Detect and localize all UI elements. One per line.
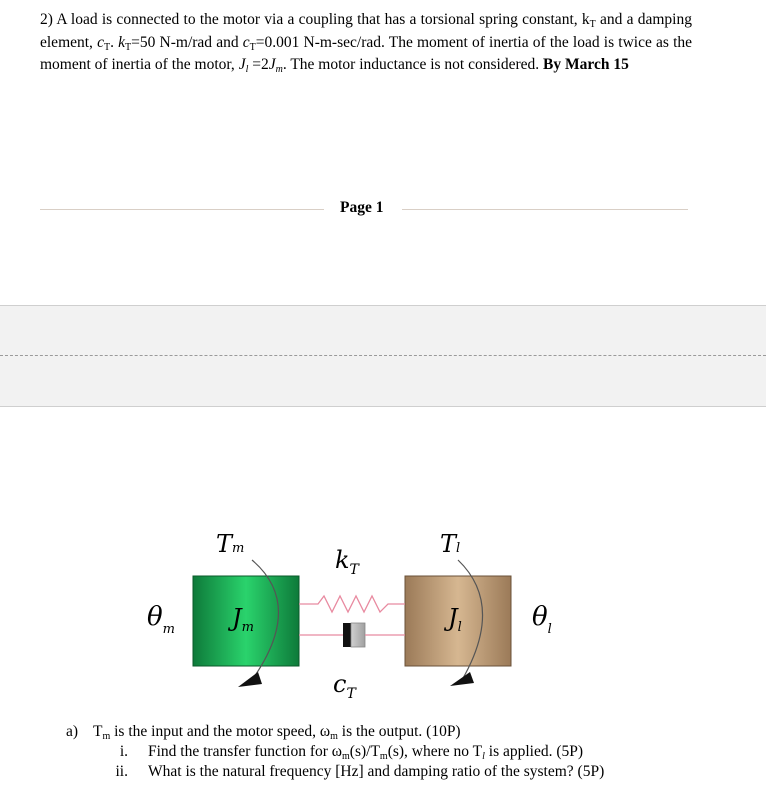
label-theta-l: $\theta_l$ (532, 602, 552, 637)
label-kT: $k_T$ (335, 546, 359, 578)
label-Tl: Tl (440, 530, 461, 558)
page-gap-bottom (0, 356, 766, 407)
page-break-line-left (40, 209, 324, 210)
label-Tm: Tm (216, 530, 245, 558)
question-a: a) Tm is the input and the motor speed, ωm is the output. (10P) (66, 723, 461, 742)
page-label: Page 1 (340, 199, 384, 216)
diagram-svg (0, 520, 766, 720)
load-torque-arrowhead (450, 672, 474, 686)
damper-piston (343, 623, 351, 647)
label-Jm: $J_m$ (232, 604, 254, 635)
motor-load-diagram (0, 520, 766, 720)
problem-number: 2) (40, 11, 53, 28)
damper-cylinder (351, 623, 365, 647)
page-gap-top (0, 305, 766, 356)
torsional-spring (299, 596, 405, 612)
due-date: By March 15 (543, 56, 629, 73)
questions (66, 722, 706, 782)
label-theta-m: $\theta_m$ (147, 602, 175, 637)
label-cT: $c_T$ (333, 670, 356, 702)
question-a-i: i. Find the transfer function for ωm(s)/Tm(s), where no Tl is applied. (5P) (119, 743, 584, 762)
motor-torque-arrowhead (238, 672, 262, 687)
question-a-ii: ii. What is the natural frequency [Hz] and damping ratio of the system? (5P) (115, 763, 605, 780)
label-Jl: $J_l$ (448, 604, 462, 635)
page-break-line-right (402, 209, 688, 210)
problem-statement: 2) A load is connected to the motor via a coupling that has a torsional spring constant, kT and a damping element, cT. kT=50 N-m/rad and cT=0.001 N-m-sec/rad. The moment of inertia of the load is twice as the moment of inertia of the motor, Jl =2Jm. The motor inductance is not considered. By March 15 (40, 11, 693, 75)
page-break (40, 199, 688, 221)
